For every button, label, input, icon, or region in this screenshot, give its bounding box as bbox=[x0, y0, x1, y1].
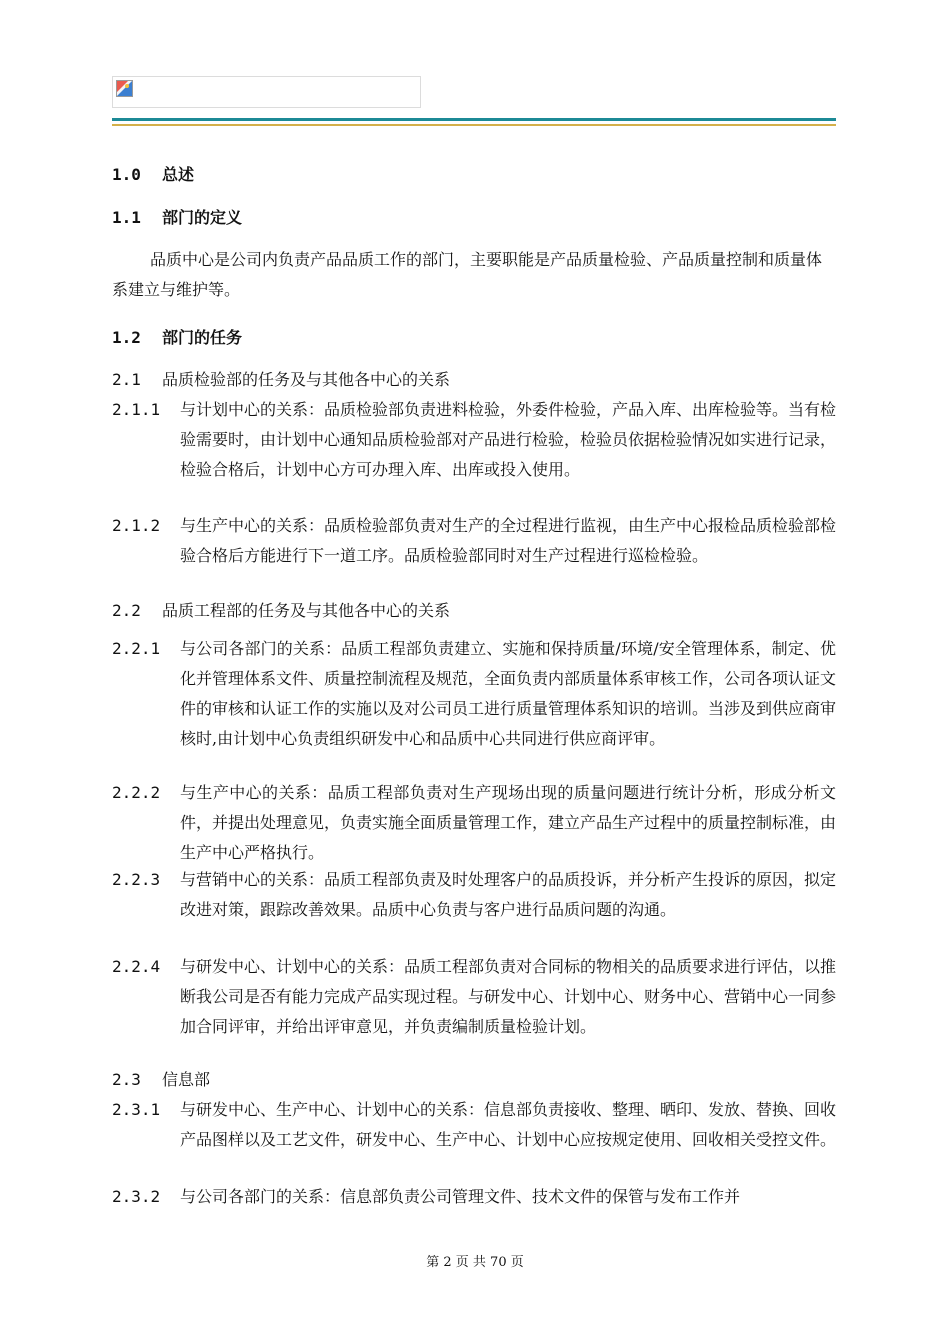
item-text: 与公司各部门的关系：品质工程部负责建立、实施和保持质量/环境/安全管理体系，制定、优化并管理体系文件、质量控制流程及规范，全面负责内部质量体系审核工作，公司各项认证文件的审核和认证工作的实施以及对公司员工进行质量管理体系知识的培训。当涉及到供应商审核时,由计划中心负责组织研发中心和品质中心共同进行供应商评审。 bbox=[180, 639, 837, 748]
heading-1-1 bbox=[112, 208, 242, 228]
item-number: 2.2.4 bbox=[112, 957, 161, 976]
item-text: 与生产中心的关系：品质工程部负责对生产现场出现的质量问题进行统计分析，形成分析文件，并提出处理意见，负责实施全面质量管理工作，建立产品生产过程中的质量控制标准，由生产中心严格执行。 bbox=[180, 783, 837, 862]
page-footer: 第 2 页 共 70 页 bbox=[426, 1255, 524, 1270]
definition-paragraph: 品质中心是公司内负责产品品质工作的部门，主要职能是产品质量检验、产品质量控制和质量体系建立与维护等。 bbox=[112, 250, 823, 299]
heading-number: 1.0 bbox=[112, 165, 141, 184]
item-number: 2.1.2 bbox=[112, 516, 161, 535]
heading-number: 1.1 bbox=[112, 208, 141, 227]
heading-1-0 bbox=[112, 165, 194, 185]
section-2-3 bbox=[112, 1068, 210, 1092]
section-number: 2.2 bbox=[112, 601, 141, 620]
item-2-2-2 bbox=[112, 778, 836, 868]
item-number: 2.2.3 bbox=[112, 870, 161, 889]
item-2-2-4 bbox=[112, 952, 836, 1042]
section-2-2 bbox=[112, 599, 450, 623]
heading-number: 1.2 bbox=[112, 328, 141, 347]
section-number: 2.3 bbox=[112, 1070, 141, 1089]
item-number: 2.3.2 bbox=[112, 1187, 161, 1206]
section-title: 信息部 bbox=[162, 1070, 211, 1089]
section-title: 品质检验部的任务及与其他各中心的关系 bbox=[162, 370, 451, 389]
item-2-1-1 bbox=[112, 395, 836, 485]
heading-1-2 bbox=[112, 328, 242, 348]
item-text: 与生产中心的关系：品质检验部负责对生产的全过程进行监视，由生产中心报检品质检验部检验合格后方能进行下一道工序。品质检验部同时对生产过程进行巡检检验。 bbox=[180, 516, 837, 565]
section-number: 2.1 bbox=[112, 370, 141, 389]
heading-title: 总述 bbox=[162, 165, 195, 184]
heading-title: 部门的任务 bbox=[162, 328, 243, 347]
item-number: 2.2.1 bbox=[112, 639, 161, 658]
header-rule-gold bbox=[112, 124, 836, 126]
item-2-3-1 bbox=[112, 1095, 836, 1155]
broken-image-icon bbox=[116, 80, 133, 97]
item-number: 2.3.1 bbox=[112, 1100, 161, 1119]
heading-title: 部门的定义 bbox=[162, 208, 243, 227]
item-number: 2.1.1 bbox=[112, 400, 161, 419]
item-text: 与研发中心、计划中心的关系：品质工程部负责对合同标的物相关的品质要求进行评估，以推断我公司是否有能力完成产品实现过程。与研发中心、计划中心、财务中心、营销中心一同参加合同评审，并给出评审意见，并负责编制质量检验计划。 bbox=[180, 957, 837, 1036]
item-number: 2.2.2 bbox=[112, 783, 161, 802]
section-title: 品质工程部的任务及与其他各中心的关系 bbox=[162, 601, 451, 620]
item-text: 与研发中心、生产中心、计划中心的关系：信息部负责接收、整理、晒印、发放、替换、回收产品图样以及工艺文件，研发中心、生产中心、计划中心应按规定使用、回收相关受控文件。 bbox=[180, 1100, 837, 1149]
section-2-1 bbox=[112, 368, 450, 392]
item-2-1-2 bbox=[112, 511, 836, 571]
header-rule-teal bbox=[112, 118, 836, 121]
item-text: 与公司各部门的关系：信息部负责公司管理文件、技术文件的保管与发布工作并 bbox=[180, 1187, 741, 1206]
item-2-2-3 bbox=[112, 865, 836, 925]
item-2-2-1 bbox=[112, 634, 836, 754]
item-2-3-2 bbox=[112, 1182, 836, 1212]
item-text: 与计划中心的关系：品质检验部负责进料检验，外委件检验，产品入库、出库检验等。当有检验需要时，由计划中心通知品质检验部对产品进行检验，检验员依据检验情况如实进行记录，检验合格后，计划中心方可办理入库、出库或投入使用。 bbox=[180, 400, 837, 479]
header-logo-box bbox=[112, 76, 421, 108]
item-text: 与营销中心的关系：品质工程部负责及时处理客户的品质投诉，并分析产生投诉的原因，拟定改进对策，跟踪改善效果。品质中心负责与客户进行品质问题的沟通。 bbox=[180, 870, 837, 919]
